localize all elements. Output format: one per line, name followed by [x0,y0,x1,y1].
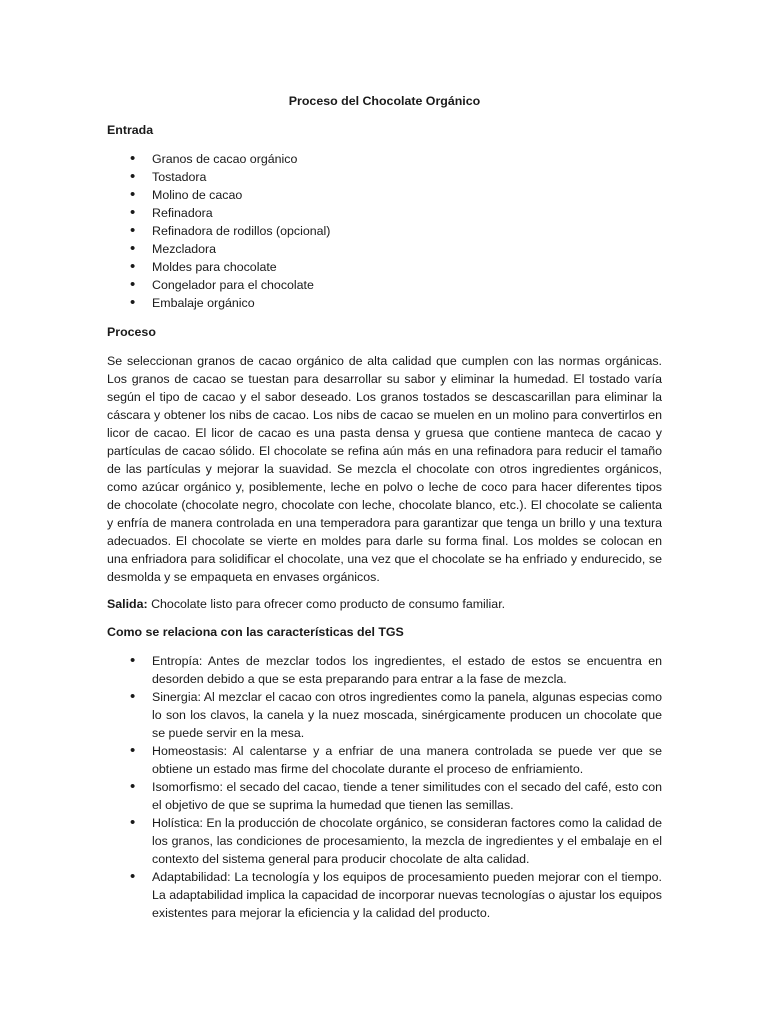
list-item: • Refinadora de rodillos (opcional) [107,222,662,240]
list-item: • Adaptabilidad: La tecnología y los equipos de procesamiento pueden mejorar con el tiempo. La adaptabilidad implica la capacidad de incorporar nuevas tecnologías o ajustar los equipos existentes para mejorar la eficiencia y la calidad del producto. [107,868,662,922]
list-item: • Holística: En la producción de chocolate orgánico, se consideran factores como la calidad de los granos, las condiciones de procesamiento, la mezcla de ingredientes y el embalaje en el contexto del sistema general para producir chocolate de alta calidad. [107,814,662,868]
proceso-paragraph: Se seleccionan granos de cacao orgánico de alta calidad que cumplen con las normas orgánicas. Los granos de cacao se tuestan para desarrollar su sabor y eliminar la humedad. El tostado varía según el tipo de cacao y el sabor deseado. Los granos tostados se descascarillan para eliminar la cáscara y obtener los nibs de cacao. Los nibs de cacao se muelen en un molino para convertirlos en licor de cacao. El licor de cacao es una pasta densa y gruesa que contiene manteca de cacao y partículas de cacao sólido. El chocolate se refina aún más en una refinadora para reducir el tamaño de las partículas y mejorar la suavidad. Se mezcla el chocolate con otros ingredientes orgánicos, como azúcar orgánico y, posiblemente, leche en polvo o leche de coco para hacer diferentes tipos de chocolate (chocolate negro, chocolate con leche, chocolate blanco, etc.). El chocolate se calienta y enfría de manera controlada en una temperadora para garantizar que tenga un brillo y una textura adecuados. El chocolate se vierte en moldes para darle su forma final. Los moldes se colocan en una enfriadora para solidificar el chocolate, una vez que el chocolate se ha enfriado y endurecido, se desmolda y se empaqueta en envases orgánicos. [107,354,662,584]
list-item: • Congelador para el chocolate [107,276,662,294]
list-item: • Mezcladora [107,240,662,258]
document-title: Proceso del Chocolate Orgánico [288,94,481,108]
list-item: • Sinergia: Al mezclar el cacao con otros ingredientes como la panela, algunas especias como lo son los clavos, la canela y la nuez moscada, sinérgicamente producen un chocolate que se puede servir en la mesa. [107,688,662,742]
list-item: • Molino de cacao [107,186,662,204]
list-item: • Granos de cacao orgánico [107,150,662,168]
list-item: • Moldes para chocolate [107,258,662,276]
entrada-list [107,150,662,312]
salida-label: Salida: [107,597,148,611]
tgs-heading: Como se relaciona con las características del TGS [107,625,404,639]
list-item: • Entropía: Antes de mezclar todos los ingredientes, el estado de estos se encuentra en desorden debido a que se esta preparando para entrar a la fase de mezcla. [107,652,662,688]
document-page [107,92,662,922]
proceso-heading: Proceso [107,325,156,339]
salida-line [107,595,662,613]
list-item: • Homeostasis: Al calentarse y a enfriar de una manera controlada se puede ver que se obtiene un estado mas firme del chocolate durante el proceso de enfriamiento. [107,742,662,778]
salida-text: Chocolate listo para ofrecer como producto de consumo familiar. [147,597,506,611]
tgs-list [107,652,662,922]
list-item: • Refinadora [107,204,662,222]
list-item: • Isomorfismo: el secado del cacao, tiende a tener similitudes con el secado del café, esto con el objetivo de que se suprima la humedad que tienen las semillas. [107,778,662,814]
list-item: • Embalaje orgánico [107,294,662,312]
list-item: • Tostadora [107,168,662,186]
entrada-heading: Entrada [107,123,154,137]
